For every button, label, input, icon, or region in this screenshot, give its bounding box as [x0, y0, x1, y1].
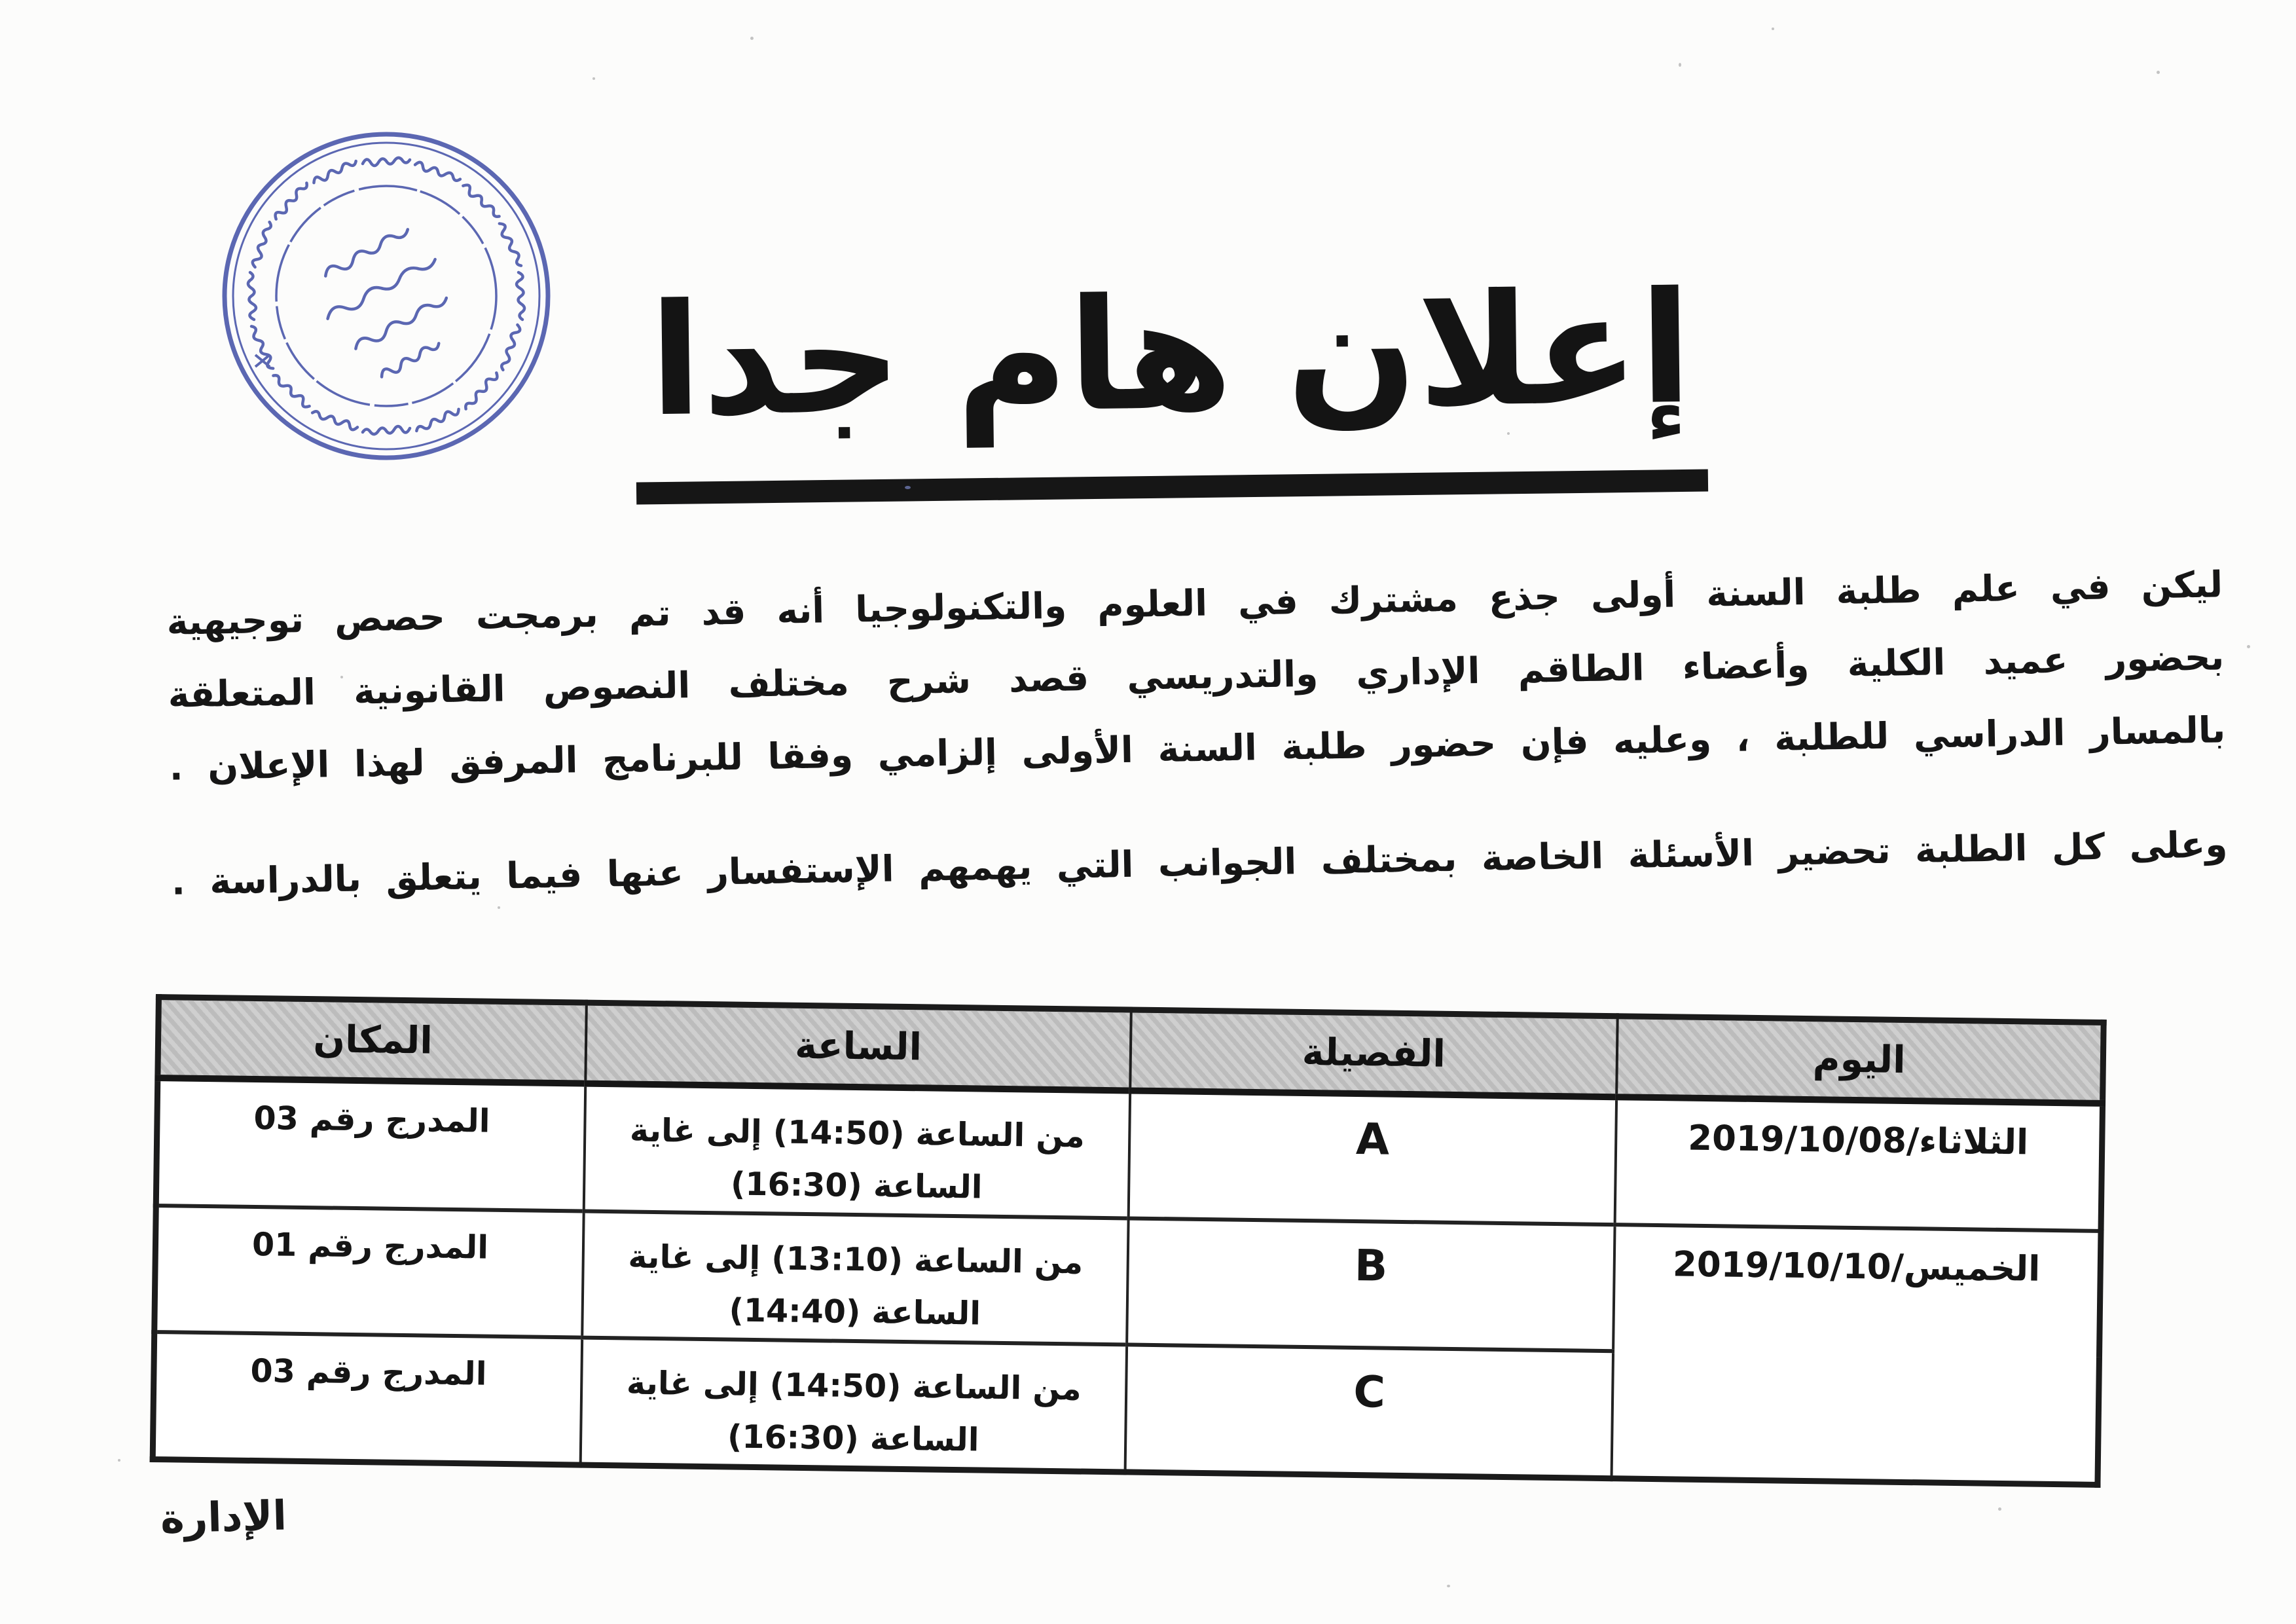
cell-time: من الساعة (13:10) إلى غاية الساعة (14:40) — [582, 1211, 1128, 1345]
announcement-paragraph — [166, 548, 2229, 918]
cell-group: A — [1129, 1090, 1616, 1225]
cell-place: المدرج رقم 01 — [155, 1206, 584, 1338]
cell-place: المدرج رقم 03 — [153, 1332, 582, 1465]
cell-group: C — [1125, 1344, 1613, 1478]
cell-day: الخميس/2019/10/10 — [1611, 1225, 2101, 1485]
header-time: الساعة — [585, 1003, 1131, 1090]
cell-group: B — [1127, 1218, 1614, 1351]
cell-time: من الساعة (14:50) إلى غاية الساعة (16:30) — [581, 1338, 1127, 1472]
cell-day: الثلاثاء/2019/10/08 — [1614, 1097, 2102, 1231]
paragraph-line: ليكن في علم طلبة السنة أولى جذع مشترك في العلوم والتكنولوجيا أنه قد تم برمجت حصص توجيهية — [166, 563, 2223, 643]
page-title: إعلان هام جدا — [634, 255, 1708, 505]
paragraph-line: بالمسار الدراسي للطلبة ، وعليه فإن حضور طلبة السنة الأولى إلزامي وفقا للبرنامج المرفق لهذا الإعلان . — [169, 709, 2226, 788]
paragraph-line: وعلى كل الطلبة تحضير الأسئلة الخاصة بمختلف الجوانب التي يهمهم الإستفسار عنها فيما يتعلق بالدراسة . — [171, 823, 2228, 903]
header-group: الفصيلة — [1130, 1010, 1617, 1097]
table-row — [155, 1206, 2101, 1357]
header-day: اليوم — [1616, 1016, 2104, 1103]
title-block — [0, 248, 2296, 513]
schedule-table — [150, 994, 2107, 1488]
table-row — [156, 1078, 2102, 1231]
paragraph-line: بحضور عميد الكلية وأعضاء الطاقم الإداري والتدريسي قصد شرح مختلف النصوص القانونية المتعلقة — [168, 636, 2225, 716]
signature-administration: الإدارة — [160, 1491, 287, 1543]
cell-place: المدرج رقم 03 — [156, 1078, 585, 1211]
cell-time: من الساعة (14:50) إلى غاية الساعة (16:30) — [584, 1084, 1130, 1219]
header-place: المكان — [158, 997, 587, 1084]
schedule-table-wrap — [150, 994, 2107, 1488]
